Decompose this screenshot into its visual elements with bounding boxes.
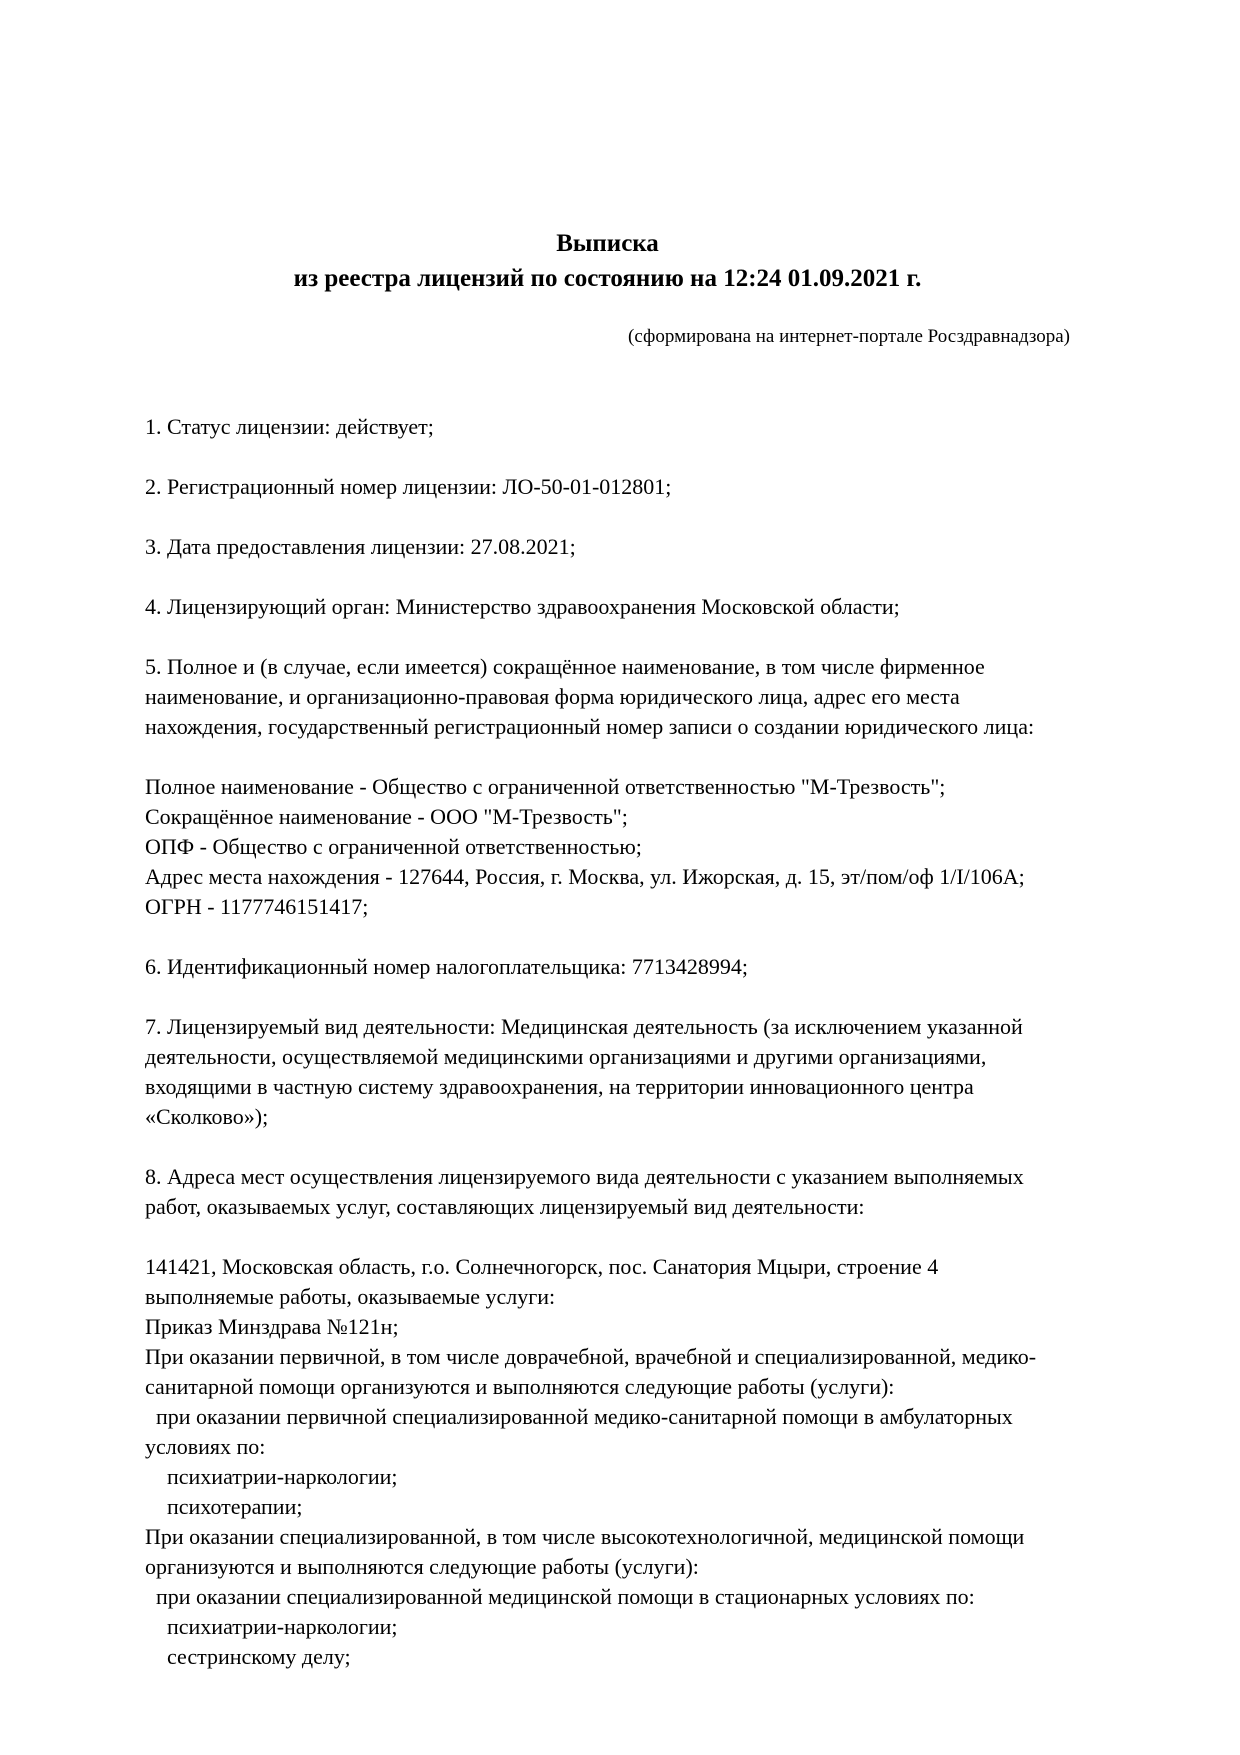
text-block bbox=[145, 1012, 1070, 1132]
paragraph-line: 7. Лицензируемый вид деятельности: Медицинская деятельность (за исключением указанной деятельности, осуществляемой медицинскими организациями и другими организациями, входящими в частную систему здравоохранения, на территории инновационного центра «Сколково»); bbox=[145, 1014, 1029, 1129]
paragraph-line: 6. Идентификационный номер налогоплательщика: 7713428994; bbox=[145, 954, 748, 979]
paragraph-line: 5. Полное и (в случае, если имеется) сокращённое наименование, в том числе фирменное наименование, и организационно-правовая форма юридического лица, адрес его места нахождения, государственный регистрационный номер записи о создании юридического лица: bbox=[145, 654, 1035, 739]
paragraph-line: Адрес места нахождения - 127644, Россия, г. Москва, ул. Ижорская, д. 15, эт/пом/оф 1/I/106А; bbox=[145, 864, 1025, 889]
title-line-1: Выписка bbox=[556, 230, 659, 257]
document-subtitle: (сформирована на интернет-портале Росздравнадзора) bbox=[628, 326, 1070, 347]
document-title bbox=[145, 226, 1070, 296]
text-block bbox=[145, 772, 1070, 922]
paragraph-line: 141421, Московская область, г.о. Солнечногорск, пос. Санатория Мцыри, строение 4 bbox=[145, 1254, 939, 1279]
paragraph-line: Приказ Минздрава №121н; bbox=[145, 1314, 399, 1339]
paragraph-line: Сокращённое наименование - ООО "М-Трезвость"; bbox=[145, 804, 628, 829]
document-body bbox=[145, 412, 1070, 1672]
paragraph-line: 4. Лицензирующий орган: Министерство здравоохранения Московской области; bbox=[145, 594, 900, 619]
paragraph-line: психотерапии; bbox=[145, 1494, 303, 1519]
paragraph-line: ОГРН - 1177746151417; bbox=[145, 894, 369, 919]
text-block bbox=[145, 952, 1070, 982]
paragraph-line: 3. Дата предоставления лицензии: 27.08.2021; bbox=[145, 534, 576, 559]
text-block bbox=[145, 1252, 1070, 1672]
paragraph-line: сестринскому делу; bbox=[145, 1644, 351, 1669]
paragraph-line: психиатрии-наркологии; bbox=[145, 1614, 398, 1639]
text-block bbox=[145, 532, 1070, 562]
text-block bbox=[145, 472, 1070, 502]
paragraph-line: 8. Адреса мест осуществления лицензируемого вида деятельности с указанием выполняемых работ, оказываемых услуг, составляющих лицензируемый вид деятельности: bbox=[145, 1164, 1030, 1219]
paragraph-line: при оказании специализированной медицинской помощи в стационарных условиях по: bbox=[145, 1584, 975, 1609]
paragraph-line: При оказании первичной, в том числе доврачебной, врачебной и специализированной, медико-санитарной помощи организуются и выполняются следующие работы (услуги): bbox=[145, 1344, 1037, 1399]
paragraph-line: Полное наименование - Общество с ограниченной ответственностью "М-Трезвость"; bbox=[145, 774, 946, 799]
text-block bbox=[145, 592, 1070, 622]
paragraph-line: 2. Регистрационный номер лицензии: ЛО-50-01-012801; bbox=[145, 474, 672, 499]
paragraph-line: ОПФ - Общество с ограниченной ответственностью; bbox=[145, 834, 642, 859]
paragraph-line: психиатрии-наркологии; bbox=[145, 1464, 398, 1489]
text-block bbox=[145, 1162, 1070, 1222]
paragraph-line: при оказании первичной специализированной медико-санитарной помощи в амбулаторных условиях по: bbox=[145, 1404, 1019, 1459]
text-block bbox=[145, 652, 1070, 742]
paragraph-line: 1. Статус лицензии: действует; bbox=[145, 414, 434, 439]
paragraph-line: выполняемые работы, оказываемые услуги: bbox=[145, 1284, 556, 1309]
title-line-2: из реестра лицензий по состоянию на 12:24 01.09.2021 г. bbox=[293, 265, 922, 292]
paragraph-line: При оказании специализированной, в том числе высокотехнологичной, медицинской помощи организуются и выполняются следующие работы (услуги): bbox=[145, 1524, 1030, 1579]
text-block bbox=[145, 412, 1070, 442]
